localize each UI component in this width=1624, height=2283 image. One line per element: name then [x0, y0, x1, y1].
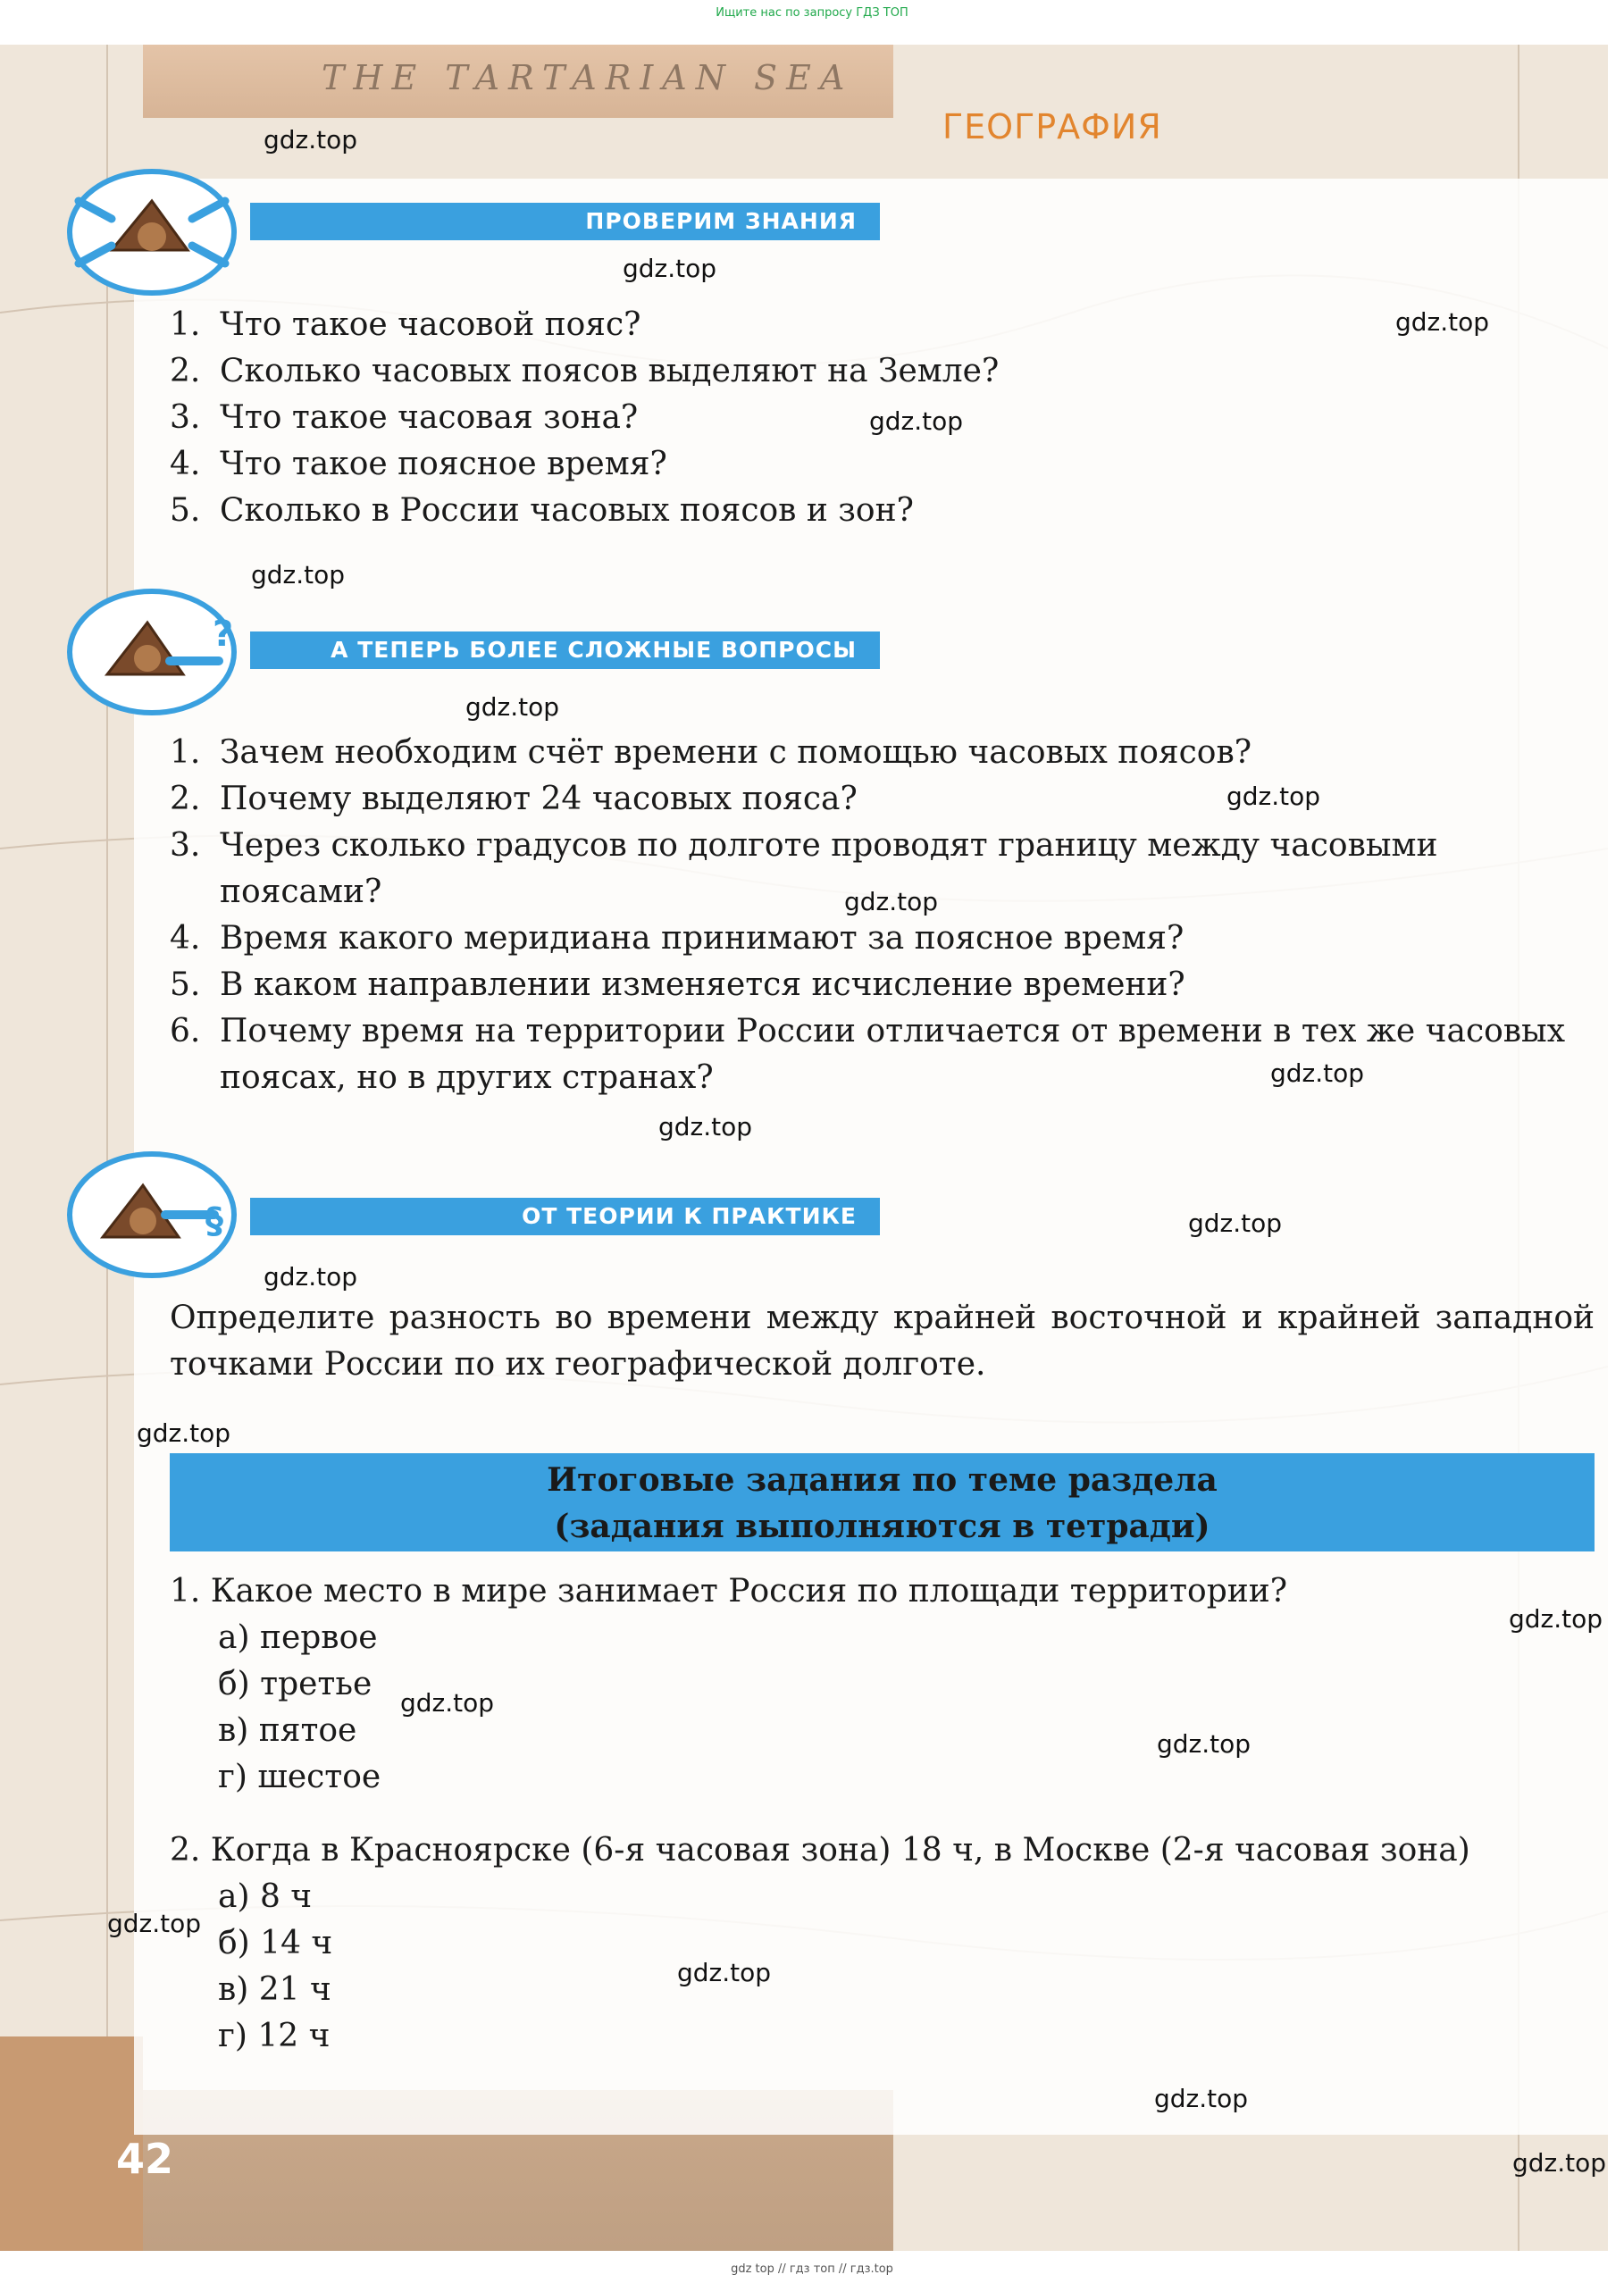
sextant-arrows-in-icon: [63, 165, 241, 299]
top-banner: Ищите нас по запросу ГДЗ ТОП: [716, 6, 908, 20]
list-item: 4. Время какого меридиана принимают за поясное время?: [170, 920, 1185, 957]
watermark: gdz.top: [1226, 782, 1321, 811]
page-number: 42: [116, 2135, 174, 2183]
list-item: 3. Что такое часовая зона?: [170, 399, 639, 436]
list-item: 1. Что такое часовой пояс?: [170, 306, 641, 343]
watermark: gdz.top: [264, 1262, 358, 1292]
watermark: gdz.top: [264, 125, 358, 155]
answer-option: а) 8 ч: [218, 1878, 313, 1915]
watermark: gdz.top: [1188, 1208, 1283, 1238]
final-tasks-header: [170, 1453, 1595, 1551]
list-item: 5. Сколько в России часовых поясов и зон?: [170, 492, 914, 529]
watermark: gdz.top: [251, 560, 346, 590]
answer-option: б) третье: [218, 1666, 373, 1702]
watermark: gdz.top: [623, 254, 717, 283]
list-item: 6. Почему время на территории России отличается от времени в тех же часовых поясах, но в других странах?: [170, 1013, 1566, 1096]
watermark: gdz.top: [1157, 1729, 1251, 1759]
question-text: 1. Какое место в мире занимает Россия по площади территории?: [170, 1573, 1288, 1610]
list-item: 2. Сколько часовых поясов выделяют на Земле?: [170, 353, 1000, 389]
watermark: gdz.top: [107, 1909, 202, 1938]
watermark: gdz.top: [658, 1112, 753, 1142]
subject-title: ГЕОГРАФИЯ: [942, 107, 1162, 146]
watermark: gdz.top: [1270, 1058, 1365, 1088]
final-question-2: [170, 1827, 1470, 2060]
answer-option: г) шестое: [218, 1759, 381, 1795]
watermark: gdz.top: [1154, 2084, 1249, 2113]
answer-option: а) первое: [218, 1619, 378, 1656]
watermark: gdz.top: [1512, 2148, 1607, 2178]
final-question-1: [170, 1568, 1287, 1801]
sextant-paragraph-icon: [63, 1148, 241, 1282]
practice-task: Определите разность во времени между крайней восточной и крайней западной точками России по их географической долготе.: [170, 1300, 1595, 1383]
answer-option: в) пятое: [218, 1712, 357, 1749]
answer-option: в) 21 ч: [218, 1971, 331, 2008]
section-theory-to-practice-title: ОТ ТЕОРИИ К ПРАКТИКЕ: [250, 1198, 880, 1235]
list-item: 5. В каком направлении изменяется исчисление времени?: [170, 966, 1185, 1003]
section-harder-questions-title: А ТЕПЕРЬ БОЛЕЕ СЛОЖНЫЕ ВОПРОСЫ: [250, 631, 880, 669]
header-map-strip: [143, 45, 893, 118]
watermark: gdz.top: [844, 887, 939, 916]
sextant-question-icon: [63, 585, 241, 719]
list-item: 3. Через сколько градусов по долготе проводят границу между часовыми поясами?: [170, 827, 1438, 910]
answer-option: г) 12 ч: [218, 2018, 331, 2054]
svg-text:§: §: [205, 1200, 223, 1242]
list-item: 4. Что такое поясное время?: [170, 446, 667, 482]
question-text: 2. Когда в Красноярске (6-я часовая зона) 18 ч, в Москве (2-я часовая зона): [170, 1832, 1470, 1869]
svg-text:?: ?: [213, 614, 234, 655]
watermark: gdz.top: [869, 406, 964, 436]
final-tasks-title: Итоговые задания по теме раздела (задания выполняются в тетради): [547, 1461, 1218, 1545]
watermark: gdz.top: [1509, 1604, 1603, 1634]
bottom-banner: gdz top // гдз топ // гдз.top: [731, 2262, 893, 2276]
watermark: gdz.top: [465, 692, 560, 722]
watermark: gdz.top: [400, 1688, 495, 1718]
watermark: gdz.top: [137, 1418, 231, 1448]
answer-option: б) 14 ч: [218, 1925, 333, 1961]
section-check-knowledge-title: ПРОВЕРИМ ЗНАНИЯ: [250, 203, 880, 240]
watermark: gdz.top: [677, 1958, 772, 1987]
map-label: THE TARTARIAN SEA: [322, 58, 854, 97]
watermark: gdz.top: [1395, 307, 1490, 337]
list-item: 1. Зачем необходим счёт времени с помощью часовых поясов?: [170, 734, 1252, 771]
list-item: 2. Почему выделяют 24 часовых пояса?: [170, 781, 858, 817]
